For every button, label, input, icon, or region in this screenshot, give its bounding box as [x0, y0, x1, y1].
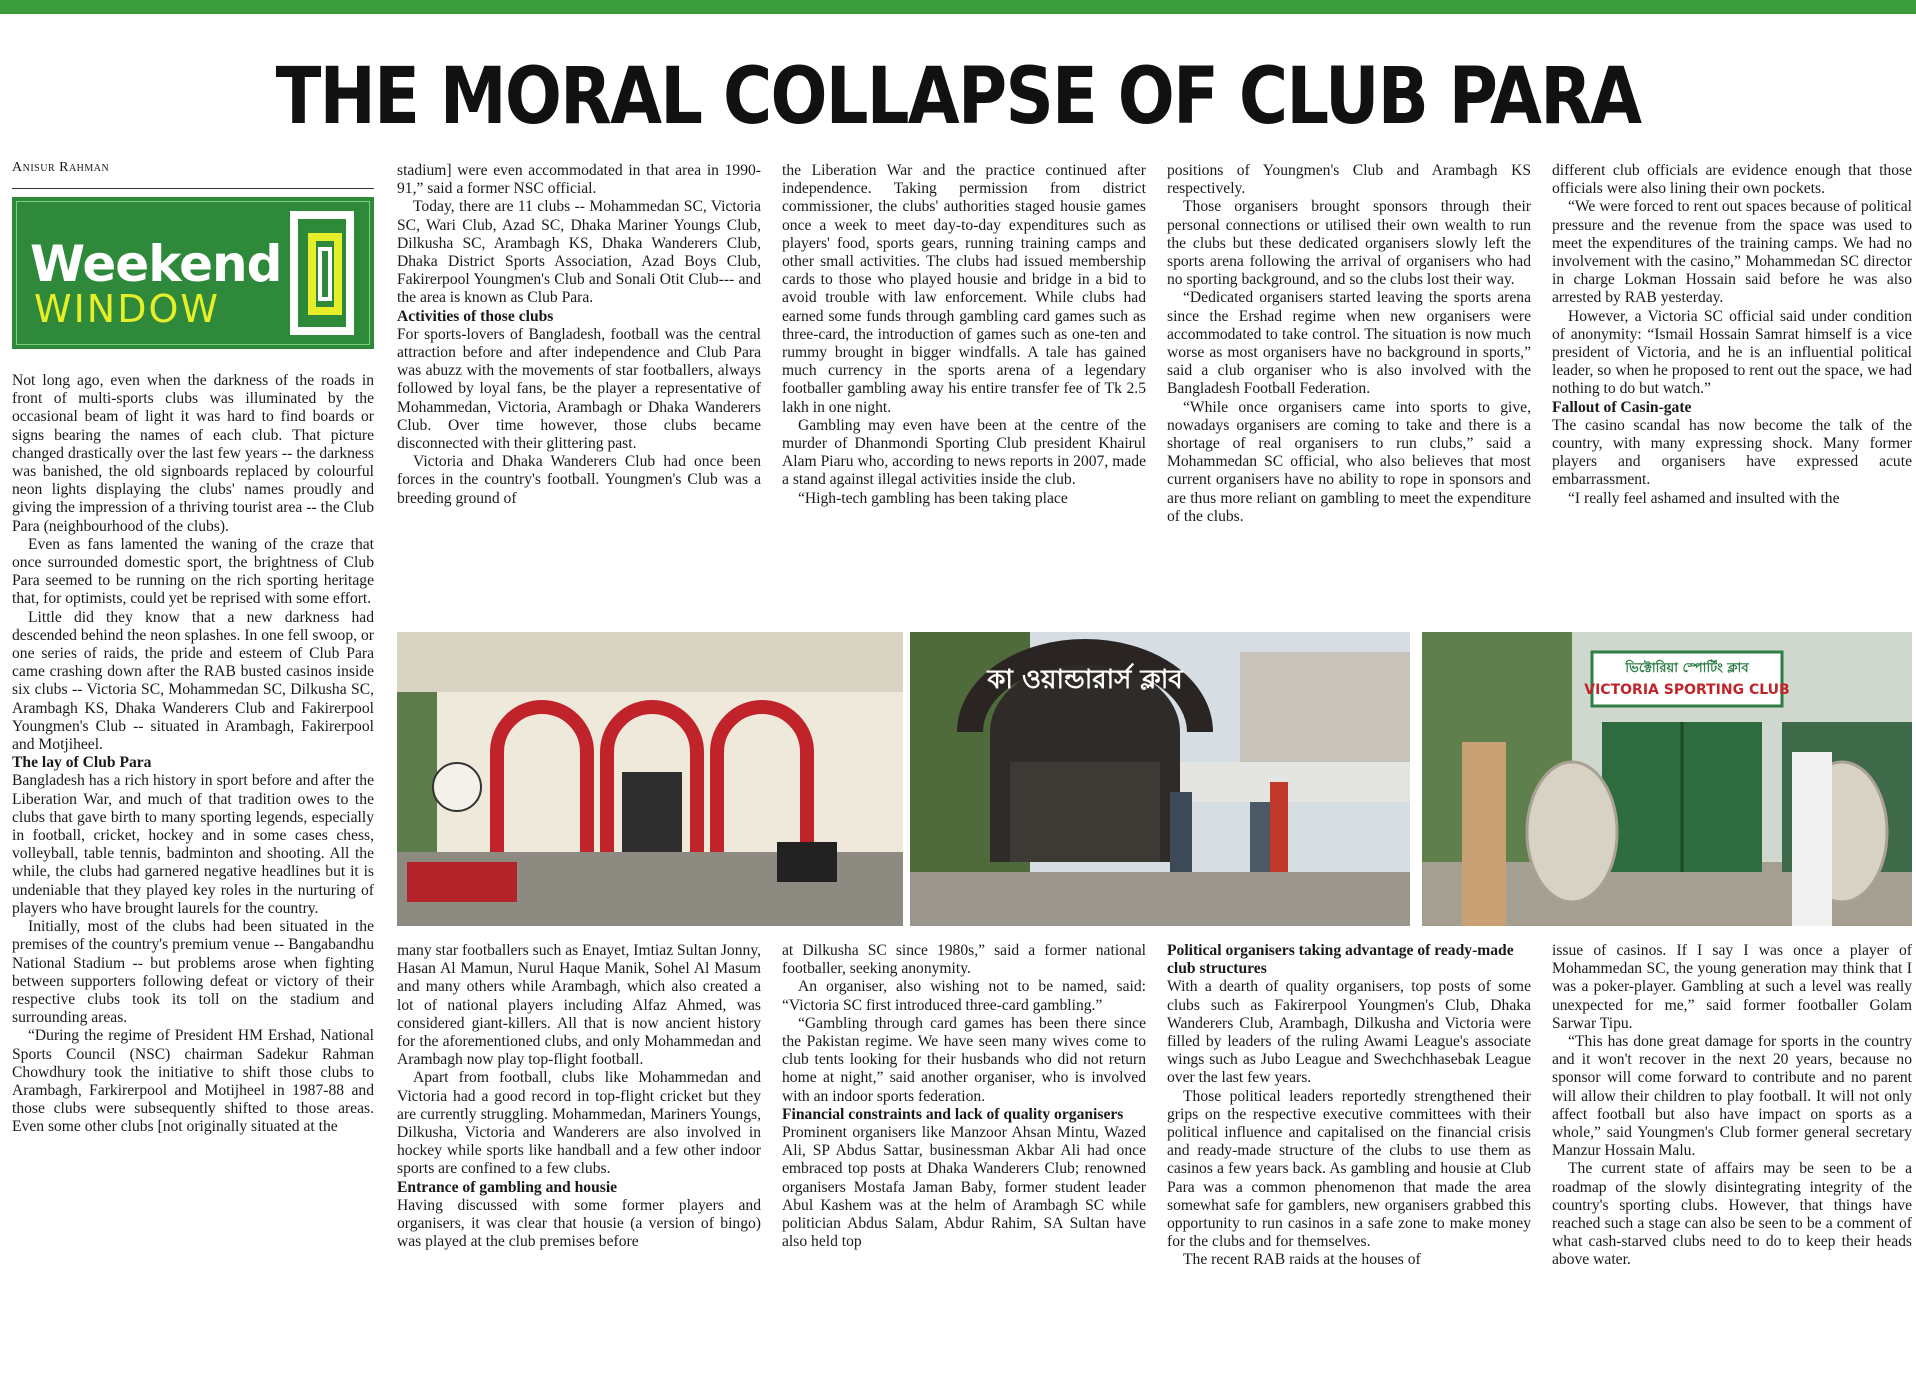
paragraph: An organiser, also wishing not to be named, said: “Victoria SC first introduced three-card gambling.” — [782, 978, 1146, 1014]
paragraph: “Gambling through card games has been there since the Pakistan regime. We have seen many wives come to club tents looking for their husbands who did not return home at night,” said another organiser, who is involved with an indoor sports federation. — [782, 1014, 1146, 1105]
paragraph: many star footballers such as Enayet, Imtiaz Sultan Jonny, Hasan Al Mamun, Nurul Haque Manik, Sohel Al Masum and many others while Arambagh, which also created a lot of national players including Alfaz Ahmed, was considered giant-killers. All that is now ancient history for the aforementioned clubs, and only Mohammedan and Arambagh now play top-flight football. — [397, 942, 761, 1069]
subheading: Financial constraints and lack of quality organisers — [782, 1105, 1124, 1123]
paragraph: Initially, most of the clubs had been situated in the premises of the country's premium venue -- Bangabandhu National Stadium -- but problems arose when fighting between supporters following defeat or victory of their respective clubs took its toll on the stadium and surrounding areas. — [12, 918, 374, 1027]
logo-window-text: WINDOW — [34, 287, 220, 331]
column-2-bottom — [397, 942, 761, 1382]
paragraph: “While once organisers came into sports to give, nowadays organisers are coming to take and there is a shortage of real organisers to run clubs,” said a Mohammedan SC official, who also believes that most current organisers have no ability to rope in sponsors and are thus more reliant on gambling to meet the expenditure of the clubs. — [1167, 398, 1531, 525]
column-3-bottom — [782, 942, 1146, 1382]
wanderers-sign-text: কা ওয়ান্ডারার্স ক্লাব — [987, 665, 1183, 695]
paragraph: Today, there are 11 clubs -- Mohammedan SC, Victoria SC, Wari Club, Azad SC, Dhaka Mariner Youngs Club, Dilkusha SC, Arambagh KS, Dhaka Wanderers Club, Dhaka District Sports Association, Azad Boys Club, Fakirerpool Youngmen's Club and Sonali Otit Club--- and the area is known as Club Para. — [397, 198, 761, 307]
subheading: Fallout of Casin-gate — [1552, 398, 1692, 416]
subheading: The lay of Club Para — [12, 754, 152, 772]
paragraph: Prominent organisers like Manzoor Ahsan Mintu, Wazed Ali, SP Abdus Sattar, businessman Akbar Ali had once embraced top posts at Dhaka Wanderers Club; renowned organisers Mostafa Jaman Baby, former student leader Abul Kashem was at the helm of Arambagh SC while politician Abdus Salam, Abdur Rahim, SA Sultan have also held top — [782, 1124, 1146, 1251]
photo-victoria-sporting-club — [1422, 632, 1912, 926]
paragraph: “I really feel ashamed and insulted with the — [1568, 489, 1840, 507]
paragraph: Apart from football, clubs like Mohammedan and Victoria had a good record in top-flight cricket but they are currently struggling. Mohammedan, Mariners Youngs, Dilkusha, Victoria and Wanderers are also involved in hockey while sports like handball and a few other indoor sports are confined to a few clubs. — [397, 1069, 761, 1178]
victoria-sign-english: VICTORIA SPORTING CLUB — [1584, 682, 1790, 698]
column-3-top — [782, 162, 1146, 620]
paragraph: With a dearth of quality organisers, top posts of some clubs such as Fakirerpool Youngmen's Club, Dhaka Wanderers Club, Arambagh, Dilkusha and Victoria were filled by leaders of the ruling Awami League's associate wings such as Jubo League and Swechchhasebak League over the last few years. — [1167, 978, 1531, 1087]
paragraph: at Dilkusha SC since 1980s,” said a former national footballer, seeking anonymity. — [782, 942, 1146, 978]
subheading: Entrance of gambling and housie — [397, 1178, 618, 1196]
paragraph: “During the regime of President HM Ershad, National Sports Council (NSC) chairman Sadekur Rahman Chowdhury took the initiative to shift those clubs to Arambagh, Farkirerpool and Motijheel in 1987-88 and those clubs were subsequently shifted to those areas. Even some other clubs [not originally situated at the — [12, 1027, 374, 1136]
top-accent-bar — [0, 0, 1916, 14]
window-icon — [290, 211, 354, 335]
paragraph: Not long ago, even when the darkness of the roads in front of multi-sports clubs was illuminated by the occasional beam of light it was hard to find boards or signs bearing the names of each club. That picture changed drastically over the last few years -- the darkness was banished, the old signboards replaced by colourful neon lights displaying the clubs' names proudly and giving the impression of a thriving tourist area -- the Club Para (neighbourhood of the clubs). — [12, 372, 374, 535]
column-2-top — [397, 162, 761, 620]
paragraph: Those organisers brought sponsors through their personal connections or utilised their own wealth to run the clubs but these dedicated organisers slowly left the sports arena following the arrival of organisers who had no sporting background, and so the clubs lost their way. — [1167, 198, 1531, 289]
paragraph: The current state of affairs may be seen to be a roadmap of the slowly disintegrating integrity of the country's sporting clubs. However, that things have reached such a stage can also be seen to be a comment of what cash-starved clubs need to do to keep their heads above water. — [1552, 1160, 1912, 1269]
paragraph: issue of casinos. If I say I was once a player of Mohammedan SC, the young generation may think that I was a poker-player. Gambling at such a level was really unexpected for me,” said former footballer Golam Sarwar Tipu. — [1552, 942, 1912, 1032]
paragraph: Even as fans lamented the waning of the craze that once surrounded domestic sport, the brightness of Club Para seemed to be running on the rich sporting heritage that, for optimists, could yet be reprised with some effort. — [12, 535, 374, 608]
paragraph: the Liberation War and the practice continued after independence. Taking permission from district commissioner, the clubs' authorities staged housie games once a week to meet day-to-day expenditures such as players' food, sports gears, running training camps and other small activities. The clubs had issued membership cards to those who played housie and bridge in a bid to avoid trouble with law enforcement. While clubs had earned some funds through gambling card games such as three-card, the introduction of games such as one-ten and rummy brought in bigger windfalls. A tale has gained much currency in the sports arena of a legendary footballer gambling away his entire transfer fee of Tk 2.5 lakh in one night. — [782, 162, 1146, 416]
paragraph: “This has done great damage for sports in the country and it won't recover in the next 20 years, because no sponsor will come forward to contribute and no parent will allow their children to play football. It will not only affect football but also have impact on sports as a whole,” said Youngmen's Club former general secretary Manzur Hossain Malu. — [1552, 1033, 1912, 1160]
weekend-window-logo — [12, 197, 374, 349]
headline: THE MORAL COLLAPSE OF CLUB PARA — [275, 52, 1641, 142]
logo-weekend-text: Weekend — [30, 235, 282, 293]
column-5-bottom — [1552, 942, 1912, 1382]
paragraph: Having discussed with some former players and organisers, it was clear that housie (a version of bingo) was played at the club premises before — [397, 1196, 761, 1251]
paragraph: “Dedicated organisers started leaving the sports arena since the Ershad regime when new organisers were accommodated to take control. The situation is now much worse as most organisers have no background in sports,” said a club organiser who is also involved with the Bangladesh Football Federation. — [1167, 289, 1531, 398]
column-5-top — [1552, 162, 1912, 620]
column-4-bottom — [1167, 942, 1531, 1382]
byline: Anisur Rahman — [12, 160, 374, 189]
paragraph: Little did they know that a new darkness had descended behind the neon splashes. In one fell swoop, or one series of raids, the pride and esteem of Club Para came crashing down after the RAB busted casinos inside six clubs -- Victoria SC, Mohammedan SC, Dilkusha SC, Arambagh KS, Dhaka Wanderers Club and Fakirerpool Youngmen's Club -- situated in Arambagh, Fakirerpool and Motjiheel. — [12, 608, 374, 754]
paragraph: “High-tech gambling has been taking place — [798, 489, 1068, 507]
victoria-sign-bengali: ভিক্টোরিয়া স্পোর্টিং ক্লাব — [1625, 661, 1749, 676]
photo-club-entrance-arches — [397, 632, 903, 926]
paragraph: stadium] were even accommodated in that area in 1990-91,” said a former NSC official. — [397, 162, 761, 198]
column-1 — [12, 372, 374, 1382]
subheading: Political organisers taking advantage of ready-made club structures — [1167, 942, 1514, 978]
paragraph: positions of Youngmen's Club and Arambagh KS respectively. — [1167, 162, 1531, 198]
subheading: Activities of those clubs — [397, 307, 554, 325]
paragraph: Those political leaders reportedly strengthened their grips on the respective executive committees with their political influence and capitalised on the financial crisis and ready-made structure of the clubs to use them as casinos a few years back. As gambling and housie at Club Para was a common phenomenon that made the area somewhat safe for gamblers, new organisers grabbed this opportunity to run casinos in a safe zone to make money for the clubs and for themselves. — [1167, 1087, 1531, 1251]
paragraph: Gambling may even have been at the centre of the murder of Dhanmondi Sporting Club president Khairul Alam Piaru who, according to news reports in 2007, made a stand against illegal activities inside the club. — [782, 416, 1146, 489]
paragraph: Bangladesh has a rich history in sport before and after the Liberation War, and much of that tradition owes to the clubs that gave birth to many sporting legends, especially in football, cricket, hockey and in some cases chess, volleyball, table tennis, badminton and shooting. All the while, the clubs had garnered negative headlines but it is undeniable that they played key roles in the nurturing of players who have brought laurels for the country. — [12, 772, 374, 917]
photo-wanderers-club-gate — [910, 632, 1410, 926]
paragraph: different club officials are evidence enough that those officials were also lining their own pockets. — [1552, 162, 1912, 198]
paragraph: Victoria and Dhaka Wanderers Club had once been forces in the country's football. Youngmen's Club was a breeding ground of — [397, 453, 761, 507]
paragraph: The recent RAB raids at the houses of — [1183, 1251, 1421, 1269]
paragraph: “We were forced to rent out spaces because of political pressure and the revenue from the space was used to meet the expenditures of the training camps. We had no involvement with the casino,” Mohammedan SC director in charge Lokman Hossain said before he was also arrested by RAB yesterday. — [1552, 198, 1912, 307]
paragraph: However, a Victoria SC official said under condition of anonymity: “Ismail Hossain Samrat himself is a vice president of Victoria, and he is an influential political leader, so when he proposed to rent out the space, we had nothing to do but watch.” — [1552, 307, 1912, 398]
paragraph: For sports-lovers of Bangladesh, football was the central attraction before and after independence and Club Para was abuzz with the movements of star footballers, always followed by loyal fans, be the player a representative of Mohammedan, Victoria, Arambagh or Dhaka Wanderers Club. Over time however, those clubs became disconnected with their glittering past. — [397, 325, 761, 453]
paragraph: The casino scandal has now become the talk of the country, with many expressing shock. Many former players and organisers have expressed acute embarrassment. — [1552, 416, 1912, 489]
column-4-top — [1167, 162, 1531, 620]
